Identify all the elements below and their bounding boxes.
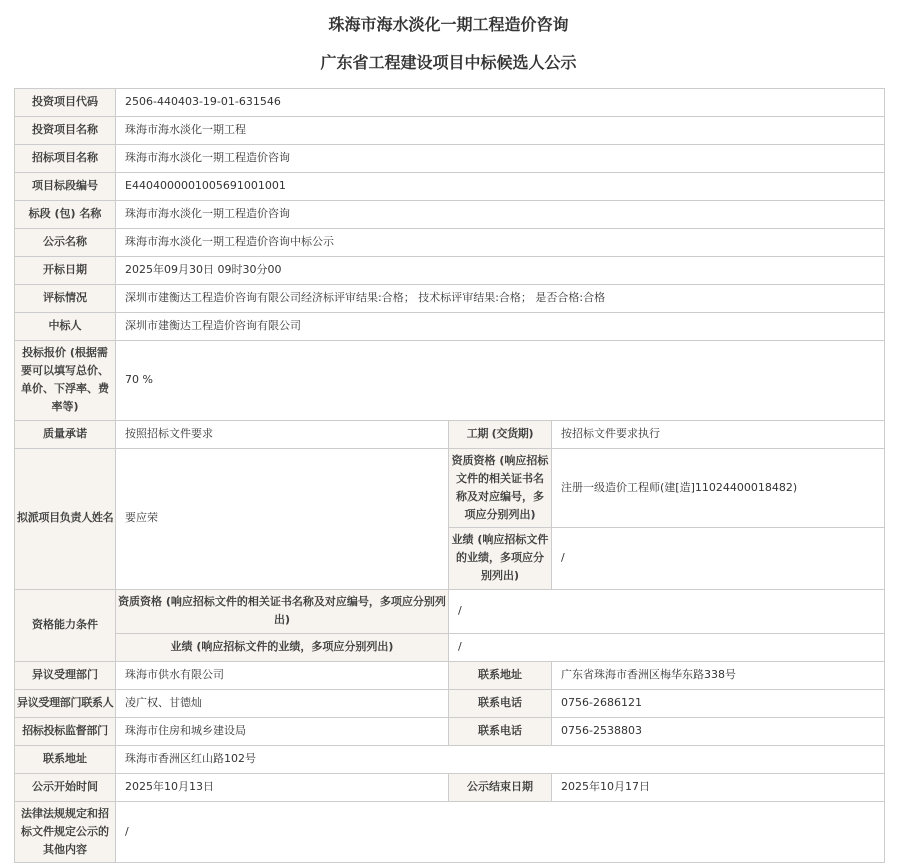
qualification-label: 资格能力条件: [15, 589, 116, 661]
table-row: [15, 89, 885, 117]
contact-addr1-value: 广东省珠海市香洲区梅华东路338号: [552, 661, 885, 689]
title-block: [0, 0, 897, 88]
notice-name-label: 公示名称: [15, 229, 116, 257]
quality-label: 质量承诺: [15, 420, 116, 448]
supervise-dept-label: 招标投标监督部门: [15, 717, 116, 745]
tender-name-value: 珠海市海水淡化一期工程造价咨询: [116, 145, 885, 173]
notice-end-value: 2025年10月17日: [552, 773, 885, 801]
table-row: [15, 285, 885, 313]
winner-label: 中标人: [15, 313, 116, 341]
manager-perf-label: 业绩 (响应招标文件的业绩，多项应分别列出): [449, 528, 552, 589]
section-name-value: 珠海市海水淡化一期工程造价咨询: [116, 201, 885, 229]
objection-dept-label: 异议受理部门: [15, 661, 116, 689]
duration-value: 按招标文件要求执行: [552, 420, 885, 448]
other-label: 法律法规规定和招标文件规定公示的其他内容: [15, 801, 116, 862]
objection-dept-value: 珠海市供水有限公司: [116, 661, 449, 689]
table-row: [15, 633, 885, 661]
table-row: [15, 589, 885, 633]
table-row: [15, 689, 885, 717]
notice-end-label: 公示结束日期: [449, 773, 552, 801]
invest-name-value: 珠海市海水淡化一期工程: [116, 117, 885, 145]
table-row: [15, 257, 885, 285]
table-row: [15, 420, 885, 448]
table-row: [15, 173, 885, 201]
objection-contact-value: 凌广权、甘德灿: [116, 689, 449, 717]
quality-value: 按照招标文件要求: [116, 420, 449, 448]
eval-status-value: 深圳市建衡达工程造价咨询有限公司经济标评审结果:合格； 技术标评审结果:合格； 是否合格:合格: [116, 285, 885, 313]
phone2-value: 0756-2538803: [552, 717, 885, 745]
table-row: [15, 341, 885, 421]
manager-value: 要应荣: [116, 448, 449, 589]
supervise-dept-value: 珠海市住房和城乡建设局: [116, 717, 449, 745]
notice-start-label: 公示开始时间: [15, 773, 116, 801]
open-date-label: 开标日期: [15, 257, 116, 285]
bid-price-label: 投标报价 (根据需要可以填写总价、单价、下浮率、费率等): [15, 341, 116, 421]
announcement-table: [14, 88, 885, 863]
open-date-value: 2025年09月30日 09时30分00: [116, 257, 885, 285]
invest-code-label: 投资项目代码: [15, 89, 116, 117]
table-row: [15, 117, 885, 145]
bid-price-value: 70 %: [116, 341, 885, 421]
objection-contact-label: 异议受理部门联系人: [15, 689, 116, 717]
table-row: [15, 229, 885, 257]
contact-addr2-value: 珠海市香洲区红山路102号: [116, 745, 885, 773]
manager-label: 拟派项目负责人姓名: [15, 448, 116, 589]
manager-qual-value: 注册一级造价工程师(建[造]11024400018482): [552, 448, 885, 528]
section-code-label: 项目标段编号: [15, 173, 116, 201]
contact-addr2-label: 联系地址: [15, 745, 116, 773]
notice-start-value: 2025年10月13日: [116, 773, 449, 801]
section-code-value: E4404000001005691001001: [116, 173, 885, 201]
table-row: [15, 661, 885, 689]
page-subtitle: 广东省工程建设项目中标候选人公示: [320, 53, 577, 72]
duration-label: 工期 (交货期): [449, 420, 552, 448]
qual-perf-label: 业绩 (响应招标文件的业绩，多项应分别列出): [116, 633, 449, 661]
other-value: /: [116, 801, 885, 862]
table-row: [15, 201, 885, 229]
tender-name-label: 招标项目名称: [15, 145, 116, 173]
phone2-label: 联系电话: [449, 717, 552, 745]
manager-perf-value: /: [552, 528, 885, 589]
table-row: [15, 801, 885, 862]
invest-code-value: 2506-440403-19-01-631546: [116, 89, 885, 117]
page-title: 珠海市海水淡化一期工程造价咨询: [328, 15, 569, 34]
table-row: [15, 773, 885, 801]
eval-status-label: 评标情况: [15, 285, 116, 313]
table-row: [15, 745, 885, 773]
phone1-value: 0756-2686121: [552, 689, 885, 717]
qual-cert-label: 资质资格 (响应招标文件的相关证书名称及对应编号，多项应分别列出): [116, 589, 449, 633]
qual-perf-value: /: [449, 633, 885, 661]
table-row: [15, 717, 885, 745]
section-name-label: 标段 (包) 名称: [15, 201, 116, 229]
notice-name-value: 珠海市海水淡化一期工程造价咨询中标公示: [116, 229, 885, 257]
invest-name-label: 投资项目名称: [15, 117, 116, 145]
phone1-label: 联系电话: [449, 689, 552, 717]
table-row: [15, 313, 885, 341]
winner-value: 深圳市建衡达工程造价咨询有限公司: [116, 313, 885, 341]
manager-qual-label: 资质资格 (响应招标文件的相关证书名称及对应编号，多项应分别列出): [449, 448, 552, 528]
contact-addr1-label: 联系地址: [449, 661, 552, 689]
table-row: [15, 145, 885, 173]
table-row: [15, 448, 885, 528]
qual-cert-value: /: [449, 589, 885, 633]
